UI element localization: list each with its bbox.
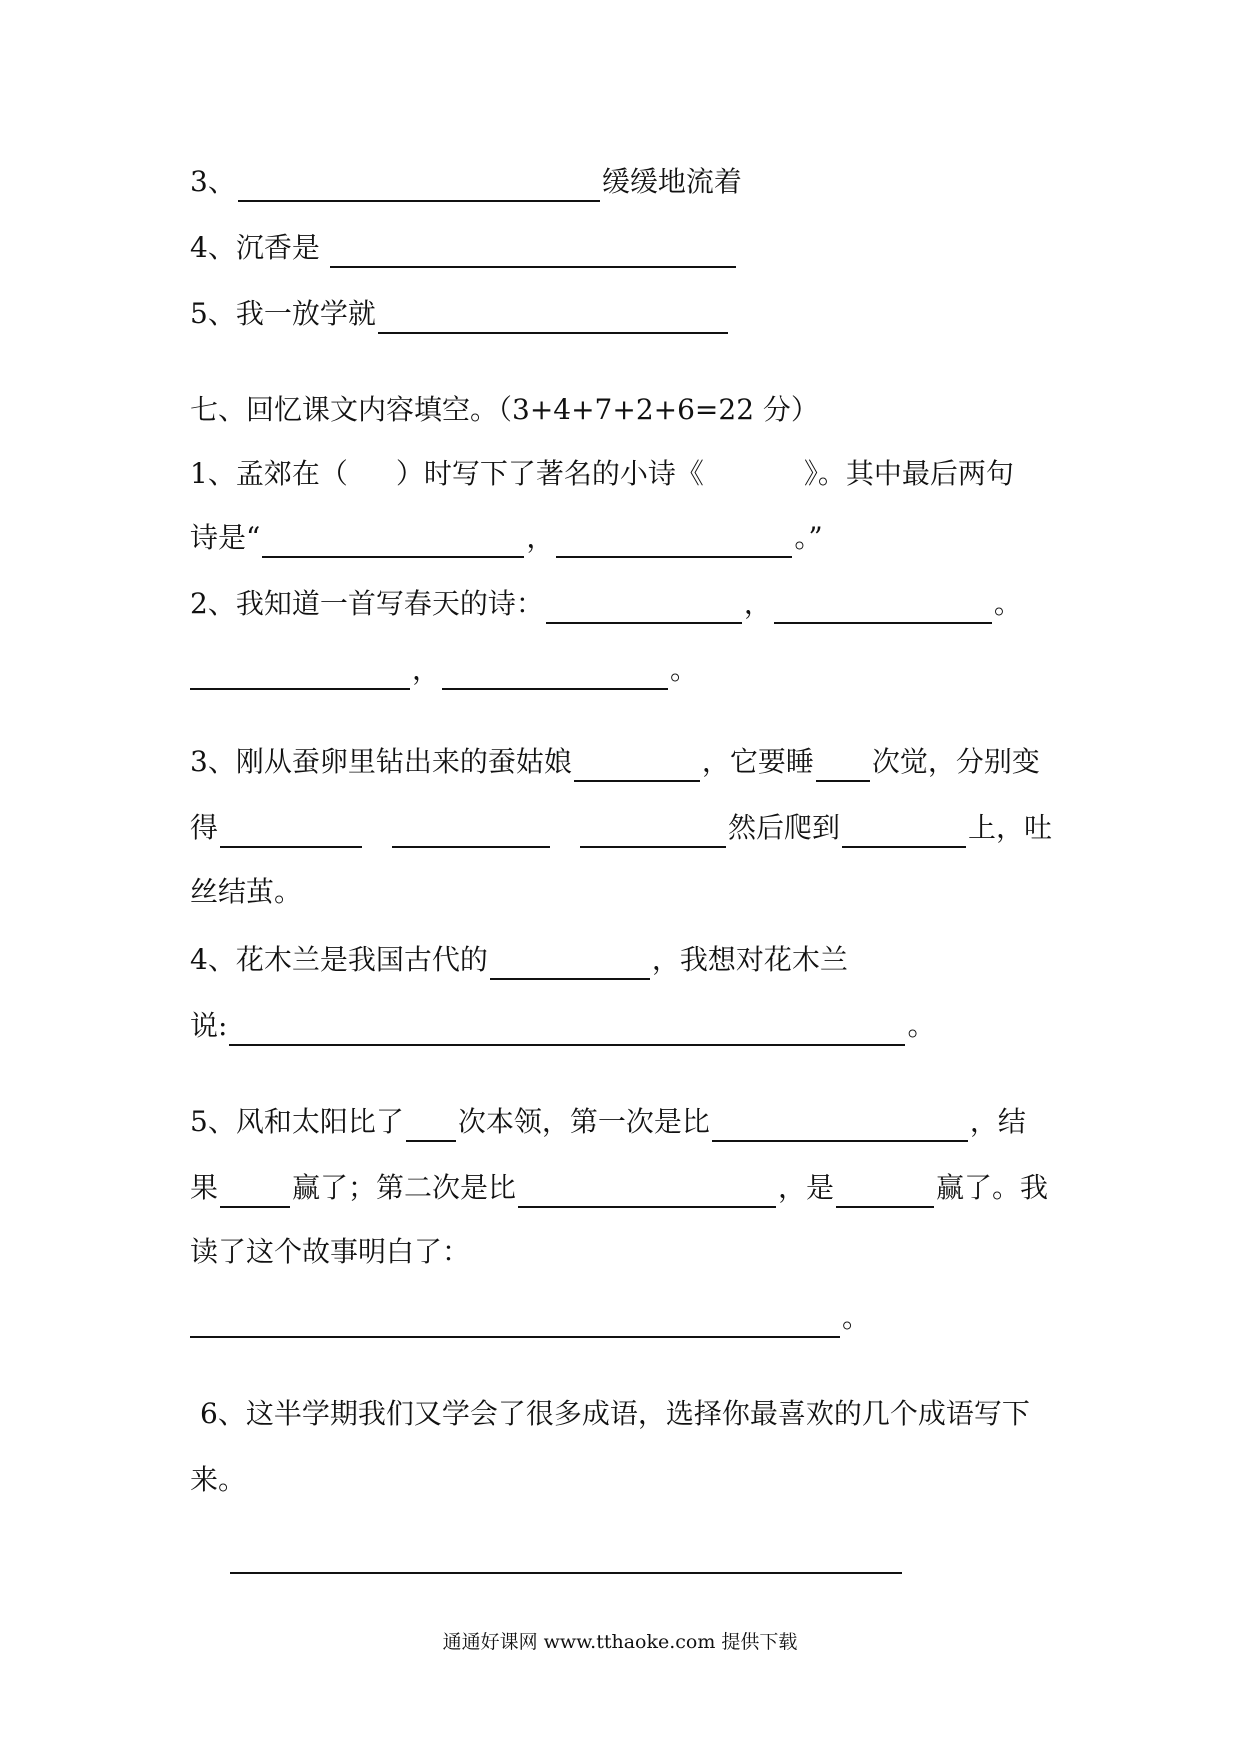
item-5-blank[interactable]: [378, 308, 728, 334]
q2-period-1: 。: [993, 587, 1022, 620]
q2-comma-1: ，: [743, 587, 772, 620]
q3-text-c: 次觉，分别变: [871, 745, 1040, 778]
q1-end: 。”: [794, 521, 823, 554]
q3-line3: [190, 872, 302, 912]
item-3-blank[interactable]: [238, 176, 600, 202]
q3-text-d: 然后爬到: [728, 811, 841, 844]
q5-line3-text: 读了这个故事明白了：: [190, 1235, 471, 1268]
q3-text-a: 3、刚从蚕卵里钻出来的蚕姑娘: [190, 745, 572, 778]
q4-end: 。: [907, 1009, 936, 1042]
q5-text-b: 次本领，第一次是比: [457, 1105, 710, 1138]
q3-text-b: ，它要睡: [701, 745, 814, 778]
section-7-heading-text: 七、回忆课文内容填空。（3+4+7+2+6=22 分）: [190, 393, 819, 426]
q5-blank-5[interactable]: [836, 1182, 934, 1208]
q6-line2: [190, 1460, 246, 1500]
q1-poem-blank-2[interactable]: [556, 532, 792, 558]
q5-blank-3[interactable]: [220, 1182, 290, 1208]
q2-period-2: 。: [670, 653, 699, 686]
item-3-text: 缓缓地流着: [601, 165, 742, 198]
q6-line1: [200, 1394, 1030, 1434]
q3-line2-text: 得: [190, 811, 219, 844]
q2-line2: [190, 650, 698, 690]
q3-line1: [190, 742, 1040, 782]
footer-credit: 通通好课网 www.tthaoke.com 提供下载: [442, 1631, 798, 1653]
q3-blank-1[interactable]: [574, 756, 700, 782]
q1-line2: [190, 518, 823, 558]
q5-text-g: 赢了。我: [936, 1171, 1049, 1204]
q4-text-b: ，我想对花木兰: [651, 943, 848, 976]
q6-text: 6、这半学期我们又学会了很多成语，选择你最喜欢的几个成语写下: [200, 1397, 1030, 1430]
item-3-number: 3、: [190, 165, 236, 198]
q5-text-a: 5、风和太阳比了: [190, 1105, 404, 1138]
q4-blank-1[interactable]: [490, 954, 650, 980]
q2-line1: [190, 584, 1022, 624]
q2-comma-2: ，: [412, 653, 441, 686]
q4-line1: [190, 940, 848, 980]
q3-blank-2[interactable]: [816, 756, 870, 782]
item-5-text: 5、我一放学就: [190, 297, 376, 330]
q2-blank-1[interactable]: [546, 598, 742, 624]
q2-blank-4[interactable]: [442, 664, 668, 690]
q5-line1: [190, 1102, 1026, 1142]
q1-text-c: 》。其中最后两句: [803, 457, 1014, 490]
item-4-text: 4、沉香是: [190, 231, 320, 264]
q3-text-e: 上，吐: [968, 811, 1053, 844]
item-3: [190, 162, 742, 202]
item-4: [190, 228, 738, 268]
item-5: [190, 294, 730, 334]
q3-blank-3[interactable]: [220, 822, 362, 848]
q3-line2: [190, 808, 1052, 848]
section-7-heading: [190, 390, 819, 430]
q1-text-a: 1、孟郊在（: [190, 457, 348, 490]
q5-blank-1[interactable]: [406, 1116, 456, 1142]
q1-comma: ，: [526, 521, 555, 554]
q1-line2-text: 诗是“: [190, 521, 261, 554]
q6-answer-line: [230, 1548, 904, 1574]
q4-line2: [190, 1006, 935, 1046]
q6-blank[interactable]: [230, 1548, 902, 1574]
q5-blank-6[interactable]: [190, 1312, 840, 1338]
q4-blank-2[interactable]: [229, 1020, 905, 1046]
q2-blank-3[interactable]: [190, 664, 410, 690]
q6-line2-text: 来。: [190, 1463, 247, 1496]
q2-text: 2、我知道一首写春天的诗：: [190, 587, 544, 620]
q5-blank-2[interactable]: [712, 1116, 968, 1142]
q5-blank-4[interactable]: [518, 1182, 776, 1208]
q5-text-e: 赢了；第二次是比: [292, 1171, 517, 1204]
q5-line4: [190, 1298, 870, 1338]
q1-line1: [190, 454, 1014, 494]
q4-line2-text: 说:: [190, 1009, 228, 1042]
q3-line3-text: 丝结茧。: [190, 875, 303, 908]
item-4-blank[interactable]: [330, 242, 736, 268]
q5-line3: [190, 1232, 470, 1272]
q3-blank-6[interactable]: [842, 822, 966, 848]
q3-blank-5[interactable]: [580, 822, 726, 848]
q3-blank-4[interactable]: [392, 822, 550, 848]
q2-blank-2[interactable]: [774, 598, 992, 624]
q1-text-b: ）时写下了著名的小诗《: [395, 457, 704, 490]
q5-line2: [190, 1168, 1048, 1208]
q4-text-a: 4、花木兰是我国古代的: [190, 943, 488, 976]
q5-text-c: ，结: [969, 1105, 1026, 1138]
q5-end: 。: [842, 1301, 871, 1334]
q5-text-d: 果: [190, 1171, 219, 1204]
q5-text-f: ，是: [778, 1171, 835, 1204]
q1-poem-blank-1[interactable]: [262, 532, 524, 558]
